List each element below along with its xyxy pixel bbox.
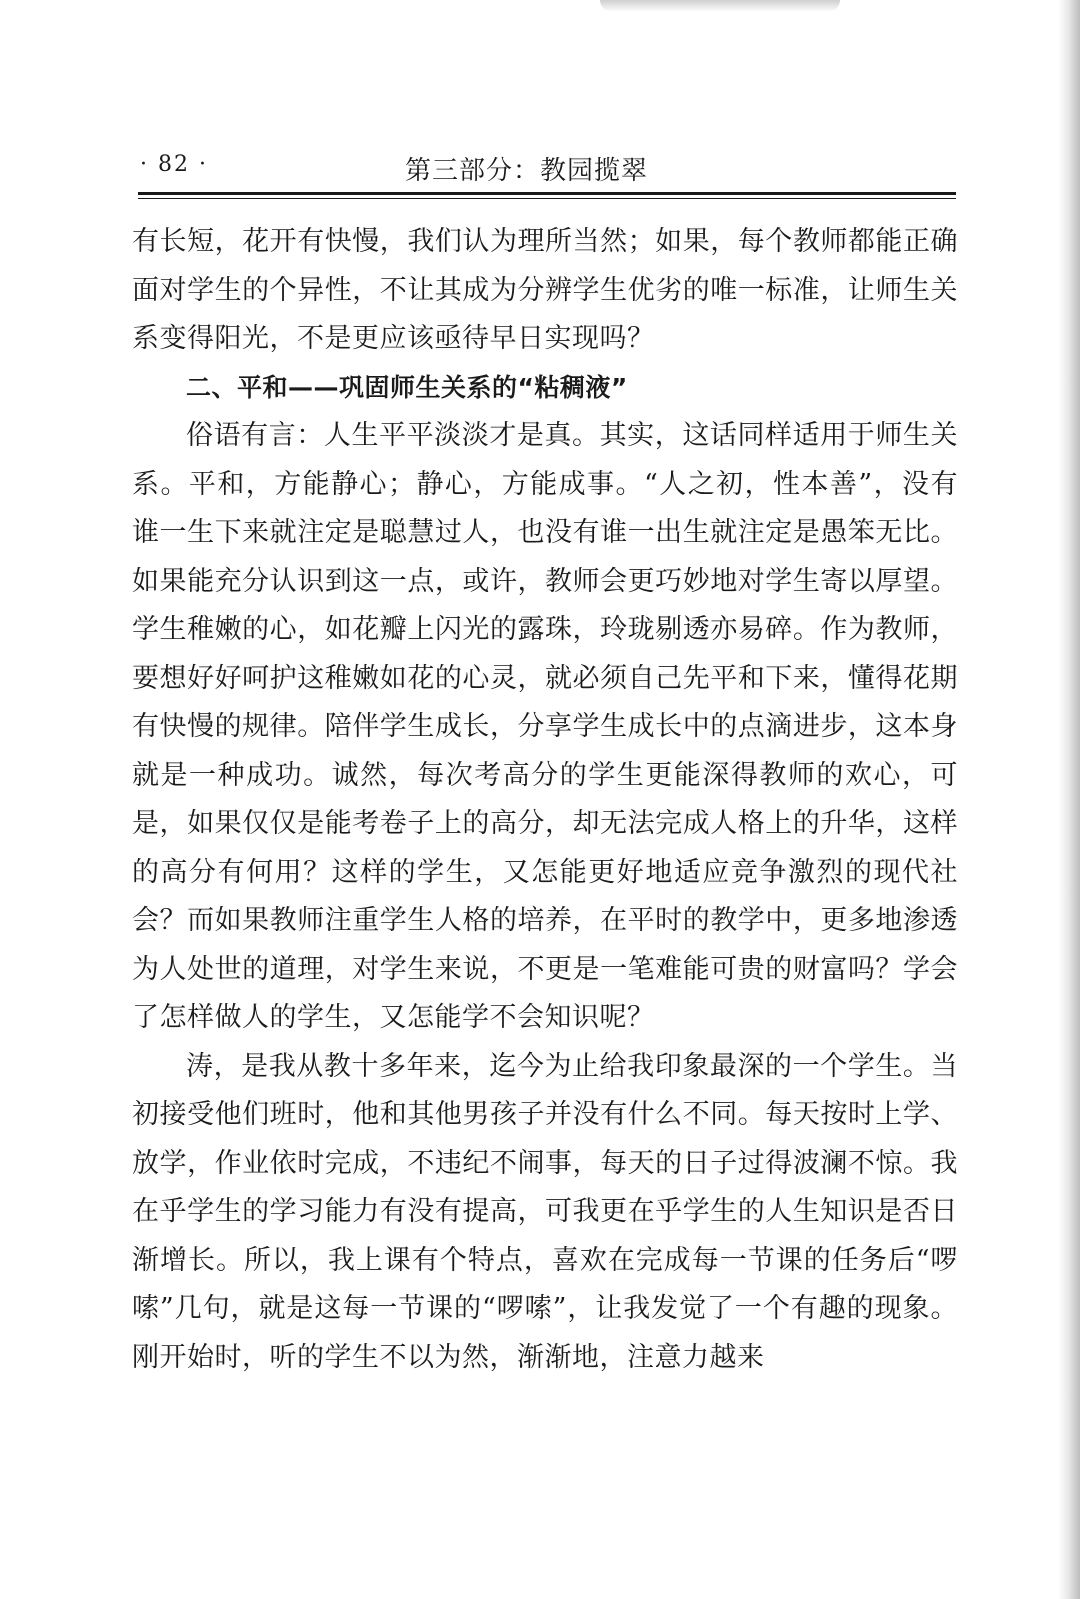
scan-smudge	[600, 0, 840, 12]
paragraph-continued: 有长短，花开有快慢，我们认为理所当然；如果，每个教师都能正确面对学生的个异性，不让其成为分辨学生优劣的唯一标准，让师生关系变得阳光，不是更应该亟待早日实现吗？	[132, 226, 958, 354]
paragraph: 俗语有言：人生平平淡淡才是真。其实，这话同样适用于师生关系。平和，方能静心；静心，方能成事。“人之初，性本善”，没有谁一生下来就注定是聪慧过人，也没有谁一出生就注定是愚笨无比。如果能充分认识到这一点，或许，教师会更巧妙地对学生寄以厚望。学生稚嫩的心，如花瓣上闪光的露珠，玲珑剔透亦易碎。作为教师，要想好好呵护这稚嫩如花的心灵，就必须自己先平和下来，懂得花期有快慢的规律。陪伴学生成长，分享学生成长中的点滴进步，这本身就是一种成功。诚然，每次考高分的学生更能深得教师的欢心，可是，如果仅仅是能考卷子上的高分，却无法完成人格上的升华，这样的高分有何用？这样的学生，又怎能更好地适应竞争激烈的现代社会？而如果教师注重学生人格的培养，在平时的教学中，更多地渗透为人处世的道理，对学生来说，不更是一笔难能可贵的财富吗？学会了怎样做人的学生，又怎能学不会知识呢？	[132, 420, 958, 1033]
running-header	[140, 150, 955, 188]
page-number: · 82 ·	[140, 152, 208, 177]
header-rule-thin	[138, 198, 956, 199]
page-edge-shadow	[1058, 0, 1080, 1599]
body-text	[132, 218, 958, 1382]
paragraph: 涛，是我从教十多年来，迄今为止给我印象最深的一个学生。当初接受他们班时，他和其他男孩子并没有什么不同。每天按时上学、放学，作业依时完成，不违纪不闹事，每天的日子过得波澜不惊。我在乎学生的学习能力有没有提高，可我更在乎学生的人生知识是否日渐增长。所以，我上课有个特点，喜欢在完成每一节课的任务后“啰嗦”几句，就是这每一节课的“啰嗦”，让我发觉了一个有趣的现象。刚开始时，听的学生不以为然，渐渐地，注意力越来	[132, 1050, 958, 1373]
section-heading: 二、平和——巩固师生关系的“粘稠液”	[186, 372, 628, 402]
header-rule-thick	[138, 192, 956, 195]
running-title: 第三部分：教园揽翠	[405, 156, 649, 186]
